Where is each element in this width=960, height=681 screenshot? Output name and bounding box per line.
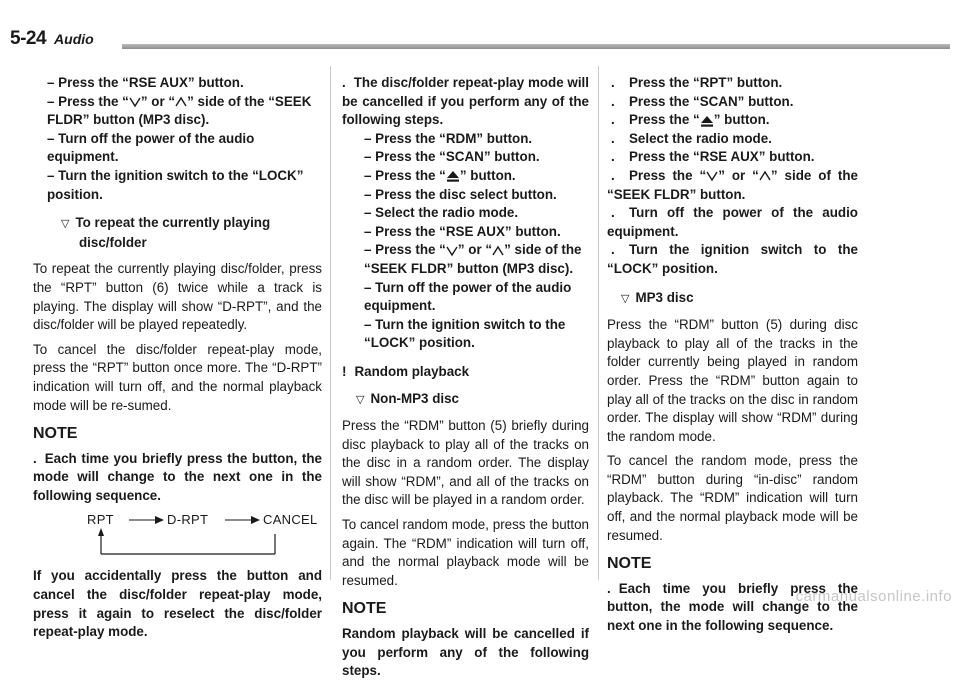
bullet-item: . Press the “RPT” button. — [607, 74, 858, 93]
bullet-icon: . — [611, 167, 615, 183]
watermark: carmanualsonline.info — [795, 588, 952, 605]
bullet-item: . Press the “ ” or “ ” side of the “SEEK FLDR” button. — [607, 167, 858, 202]
sequence-item: CANCEL — [263, 512, 318, 528]
step-item: – Turn the ignition switch to the “LOCK” position. — [364, 316, 566, 351]
note-item: If you accidentally press the button and cancel the disc/folder repeat-play mode, press it again to reselect the disc/folder repeat-play mode. — [33, 568, 322, 640]
paragraph: Press the “RDM” button (5) during disc playback to play all of the tracks in the folder currently being played in random order. Press the “RDM” button again to play all of the tracks on the disc in random order. The display will show “RDM” during the random mode. — [607, 317, 858, 444]
bullet-icon: . — [611, 93, 615, 109]
bullet-item: . Press the “ ” button. — [607, 111, 858, 130]
paragraph: To cancel random mode, press the button again. The “RDM” indication will turn off, and the normal playback mode will be resumed. — [342, 517, 589, 588]
section-title: Audio — [54, 31, 94, 47]
column-3 — [607, 74, 858, 636]
step-item: – Turn the ignition switch to the “LOCK” position. — [47, 167, 304, 202]
chevron-up-icon — [759, 171, 771, 181]
column-divider — [330, 66, 331, 580]
header-rule — [122, 44, 950, 49]
bullet-icon: . — [611, 130, 615, 146]
bullet-item: . Press the “SCAN” button. — [607, 93, 858, 112]
bullet-icon: . — [611, 75, 615, 90]
note-heading: NOTE — [33, 425, 78, 443]
step-item: – Press the “RSE AUX” button. — [364, 223, 561, 239]
column-divider — [598, 66, 599, 580]
bullet-icon: . — [611, 149, 615, 165]
triangle-marker-icon: ▽ — [356, 393, 365, 406]
arrow-right-icon — [129, 516, 165, 524]
step-item: – Press the disc select button. — [364, 186, 557, 202]
step-item: – Press the “RDM” button. — [364, 130, 533, 146]
eject-icon — [446, 170, 460, 182]
step-item: – Select the radio mode. — [364, 205, 519, 221]
note-item: . Each time you briefly press the button, the mode will change to the next one in the following sequence. — [33, 450, 322, 503]
bullet-icon: . — [611, 112, 615, 128]
subheading: ▽ Non-MP3 disc — [356, 390, 460, 406]
bullet-icon: . — [342, 75, 346, 90]
triangle-marker-icon: ▽ — [621, 292, 630, 305]
note-heading: NOTE — [607, 555, 652, 573]
chevron-up-icon — [175, 97, 187, 107]
paragraph: To cancel the random mode, press the “RDM” button during “in-disc” random playback. The “RDM” indication will turn off, and the normal playback mode will be resumed. — [607, 453, 858, 543]
column-2 — [342, 74, 589, 681]
bullet-item: . Turn off the power of the audio equipment. — [607, 205, 858, 239]
column-1 — [33, 74, 322, 642]
note-item: . Each time you briefly press the button, the mode will change to the next one in the following sequence. — [607, 580, 858, 634]
bullet-icon: . — [607, 580, 611, 596]
bullet-item: . Select the radio mode. — [607, 130, 858, 149]
sequence-diagram — [33, 511, 322, 561]
chevron-up-icon — [492, 246, 504, 256]
step-item: – Turn off the power of the audio equipment. — [47, 130, 255, 165]
step-item: – Press the “ ” or “ ” side of the “SEEK FLDR” button (MP3 disc). — [47, 93, 312, 128]
step-item: – Turn off the power of the audio equipment. — [364, 279, 572, 314]
subheading: ▽ MP3 disc — [621, 289, 694, 305]
page-header — [10, 28, 94, 50]
bullet-item: . Turn the ignition switch to the “LOCK” position. — [607, 242, 858, 276]
paragraph: To repeat the currently playing disc/folder, press the “RPT” button (6) twice while a track is playing. The display will show “D-RPT”, and the disc/folder will be played repeatedly. — [33, 261, 322, 333]
step-item: – Press the “ ” button. — [364, 167, 516, 183]
step-item: – Press the “ ” or “ ” side of the “SEEK FLDR” button (MP3 disc). — [364, 242, 582, 276]
step-item: – Press the “RSE AUX” button. — [47, 75, 244, 90]
section-heading: ! Random playback — [342, 363, 470, 379]
paragraph: Press the “RDM” button (5) briefly during disc playback to play all of the tracks on the disc in a random order. The display will show “RDM”, and all of the tracks on the disc will be played in a random order. — [342, 418, 589, 508]
note-item: Random playback will be cancelled if you perform any of the following steps. — [342, 626, 589, 679]
triangle-marker-icon: ▽ — [61, 218, 70, 231]
sequence-item: D-RPT — [167, 512, 209, 528]
exclamation-marker-icon: ! — [342, 363, 347, 379]
bullet-icon: . — [611, 242, 615, 258]
paragraph: To cancel the disc/folder repeat-play mode, press the “RPT” button once more. The “D-RPT” indication will turn off, and the normal playback mode will be re-sumed. — [33, 341, 322, 413]
chevron-down-icon — [446, 246, 458, 256]
sequence-item: RPT — [87, 512, 114, 528]
bullet-item: . Press the “RSE AUX” button. — [607, 148, 858, 167]
arrow-right-icon — [225, 516, 261, 524]
chevron-down-icon — [706, 171, 718, 181]
loop-back-arrow — [93, 528, 293, 558]
step-item: – Press the “SCAN” button. — [364, 149, 540, 165]
note-heading: NOTE — [342, 600, 387, 618]
chevron-down-icon — [129, 97, 141, 107]
bullet-icon: . — [611, 205, 615, 221]
bullet-item: . The disc/folder repeat-play mode will be cancelled if you perform any of the following steps. — [342, 75, 589, 128]
eject-icon — [700, 115, 714, 127]
bullet-icon: . — [33, 450, 37, 466]
subheading: ▽ To repeat the currently playing disc/folder — [61, 215, 271, 250]
page-number: 5-24 — [10, 28, 47, 49]
